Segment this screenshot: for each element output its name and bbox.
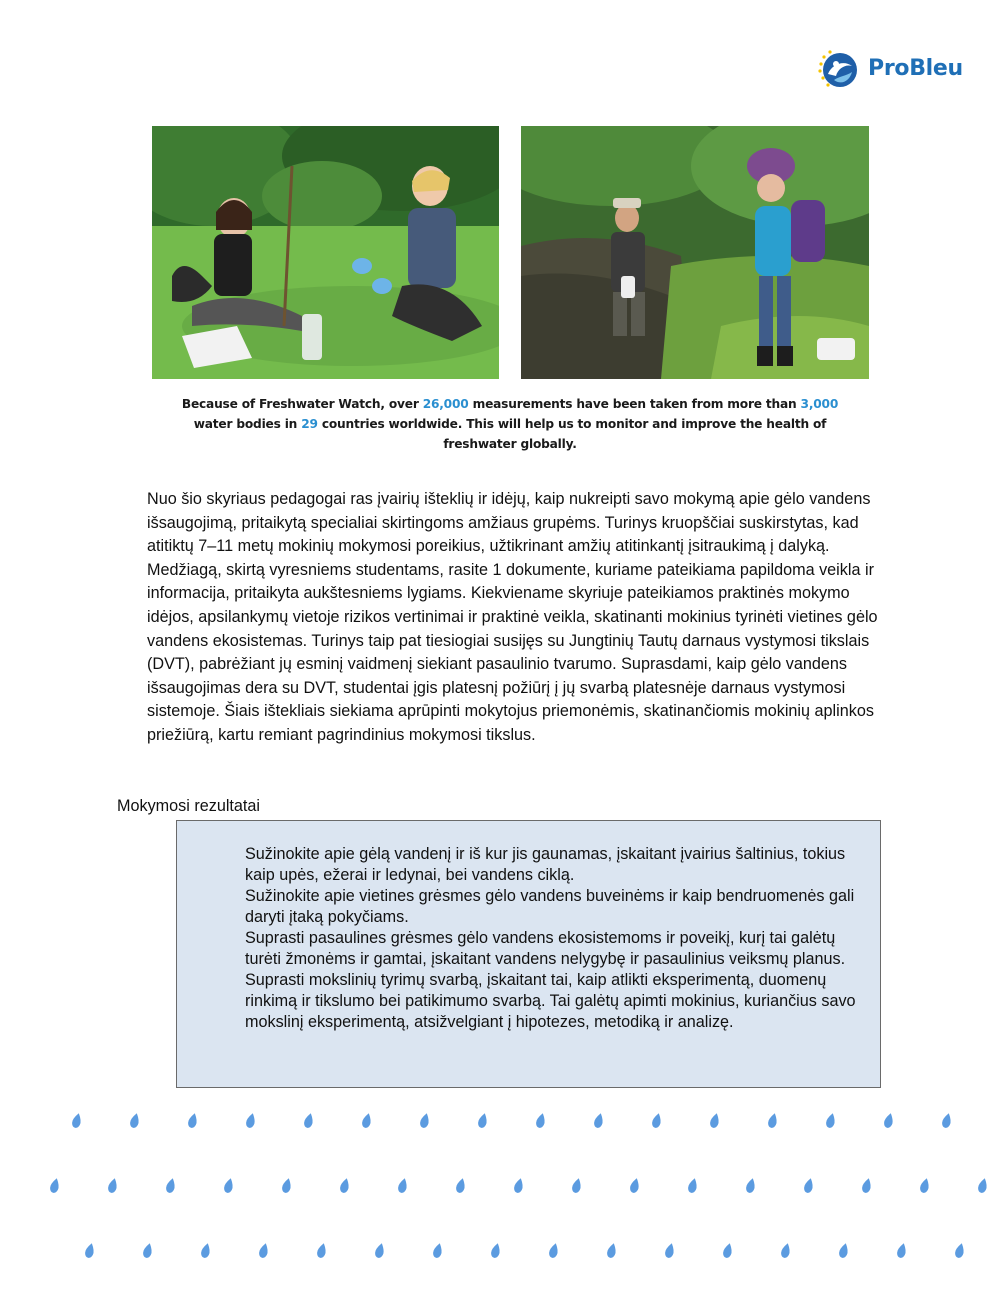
learning-outcomes-box [176, 820, 881, 1088]
water-drop-icon [745, 1177, 757, 1194]
water-drop-icon [245, 1112, 257, 1129]
water-drops-decoration [0, 1100, 1000, 1294]
water-drop-icon [200, 1242, 212, 1259]
water-drop-icon [780, 1242, 792, 1259]
water-drop-icon [571, 1177, 583, 1194]
logo-text: ProBleu [868, 56, 963, 81]
caption-highlight-measurements: 26,000 [422, 397, 469, 411]
photo-students-grass [152, 126, 499, 379]
water-drop-icon [709, 1112, 721, 1129]
water-drop-icon [767, 1112, 779, 1129]
water-drop-icon [803, 1177, 815, 1194]
caption-text: Because of Freshwater Watch, over [181, 397, 423, 411]
outcome-item: Sužinokite apie vietines grėsmes gėlo vandens buveinėms ir kaip bendruomenės gali daryti įtaką pokyčiams. [245, 887, 855, 926]
water-drop-icon [49, 1177, 61, 1194]
water-drop-icon [361, 1112, 373, 1129]
probleu-logo-mark [816, 46, 864, 94]
water-drop-icon [861, 1177, 873, 1194]
water-drop-icon [84, 1242, 96, 1259]
water-drop-icon [651, 1112, 663, 1129]
caption-text: countries worldwide. This will help us to monitor and improve the health of [317, 417, 827, 431]
water-drop-icon [722, 1242, 734, 1259]
caption-highlight-water-bodies: 3,000 [800, 397, 839, 411]
water-drop-icon [838, 1242, 850, 1259]
water-drop-icon [919, 1177, 931, 1194]
water-drop-icon [316, 1242, 328, 1259]
water-drop-icon [129, 1112, 141, 1129]
water-drop-icon [71, 1112, 83, 1129]
water-drop-icon [477, 1112, 489, 1129]
caption-text: measurements have been taken from more than [468, 397, 801, 411]
caption-highlight-countries: 29 [301, 417, 318, 431]
water-drop-icon [258, 1242, 270, 1259]
learning-outcomes-heading: Mokymosi rezultatai [117, 797, 261, 815]
water-drop-icon [432, 1242, 444, 1259]
water-drop-icon [374, 1242, 386, 1259]
water-drop-icon [339, 1177, 351, 1194]
photo-caption [150, 394, 870, 454]
outcome-item: Sužinokite apie gėlą vandenį ir iš kur jis gaunamas, įskaitant įvairius šaltinius, tokius kaip upės, ežerai ir ledynai, bei vandens ciklą. [245, 845, 846, 884]
caption-text: water bodies in [193, 417, 302, 431]
water-drop-icon [397, 1177, 409, 1194]
water-drop-icon [455, 1177, 467, 1194]
water-drop-icon [281, 1177, 293, 1194]
water-drop-icon [606, 1242, 618, 1259]
body-paragraph: Nuo šio skyriaus pedagogai ras įvairių išteklių ir idėjų, kaip nukreipti savo mokymą apie gėlo vandens išsaugojimą, pritaikytą specialiai skirtingoms amžiaus grupėms. Turinys kruopščiai suskirstytas, kad atitiktų 7–11 metų mokinių mokymosi poreikius, užtikrinant amžių atitinkantį įsitraukimą į dalyką. Medžiagą, skirtą vyresniems studentams, rasite 1 dokumente, kuriame pateikiama papildoma veikla ir informacija, pritaikyta aukštesniems lygiams. Kiekviename skyriuje pateikiamos praktinės mokymo idėjos, apsilankymų vietoje rizikos vertinimai ir praktinė veikla, skatinanti mokinius tyrinėti vietines gėlo vandens ekosistemas. Turinys taip pat tiesiogiai susijęs su Jungtinių Tautų darnaus vystymosi tikslais (DVT), pabrėžiant jų esminį vaidmenį siekiant pasaulinio tvarumo. Suprasdami, kaip gėlo vandens išsaugojimas dera su DVT, studentai įgis platesnį požiūrį į jų svarbą platesnėje darnaus vystymosi sistemoje. Šiais ištekliais siekiama aprūpinti mokytojus priemonėmis, skatinančiomis mokinių aplinkos priežiūrą, kartu remiant pagrindinius mokymosi tikslus. [147, 490, 878, 744]
water-drop-icon [107, 1177, 119, 1194]
photo-river-sampling [521, 126, 869, 379]
learning-outcomes-list [245, 844, 865, 1033]
water-drop-icon [825, 1112, 837, 1129]
outcome-item: Suprasti pasaulines grėsmes gėlo vandens ekosistemoms ir poveikį, kurį tai galėtų turėti žmonėms ir gamtai, įskaitant vandens nelygybę ir pasaulinius veiksmų planus. [245, 929, 846, 968]
water-drop-icon [535, 1112, 547, 1129]
water-drop-icon [223, 1177, 235, 1194]
water-drop-icon [142, 1242, 154, 1259]
probleu-logo [816, 46, 966, 94]
water-drop-icon [548, 1242, 560, 1259]
water-drop-icon [303, 1112, 315, 1129]
water-drop-icon [513, 1177, 525, 1194]
water-drop-icon [954, 1242, 966, 1259]
water-drop-icon [687, 1177, 699, 1194]
water-drop-icon [941, 1112, 953, 1129]
outcome-item: Suprasti mokslinių tyrimų svarbą, įskaitant tai, kaip atlikti eksperimentą, duomenų rinkimą ir tikslumo bei patikimumo svarbą. Tai galėtų apimti mokinius, kuriančius savo mokslinį eksperimentą, atsižvelgiant į hipotezes, metodiką ir analizę. [245, 971, 856, 1031]
water-drop-icon [593, 1112, 605, 1129]
caption-text: freshwater globally. [443, 437, 577, 451]
water-drop-icon [187, 1112, 199, 1129]
water-drop-icon [490, 1242, 502, 1259]
water-drop-icon [883, 1112, 895, 1129]
water-drop-icon [664, 1242, 676, 1259]
water-drop-icon [165, 1177, 177, 1194]
water-drop-icon [629, 1177, 641, 1194]
water-drop-icon [977, 1177, 989, 1194]
water-drop-icon [896, 1242, 908, 1259]
water-drop-icon [419, 1112, 431, 1129]
